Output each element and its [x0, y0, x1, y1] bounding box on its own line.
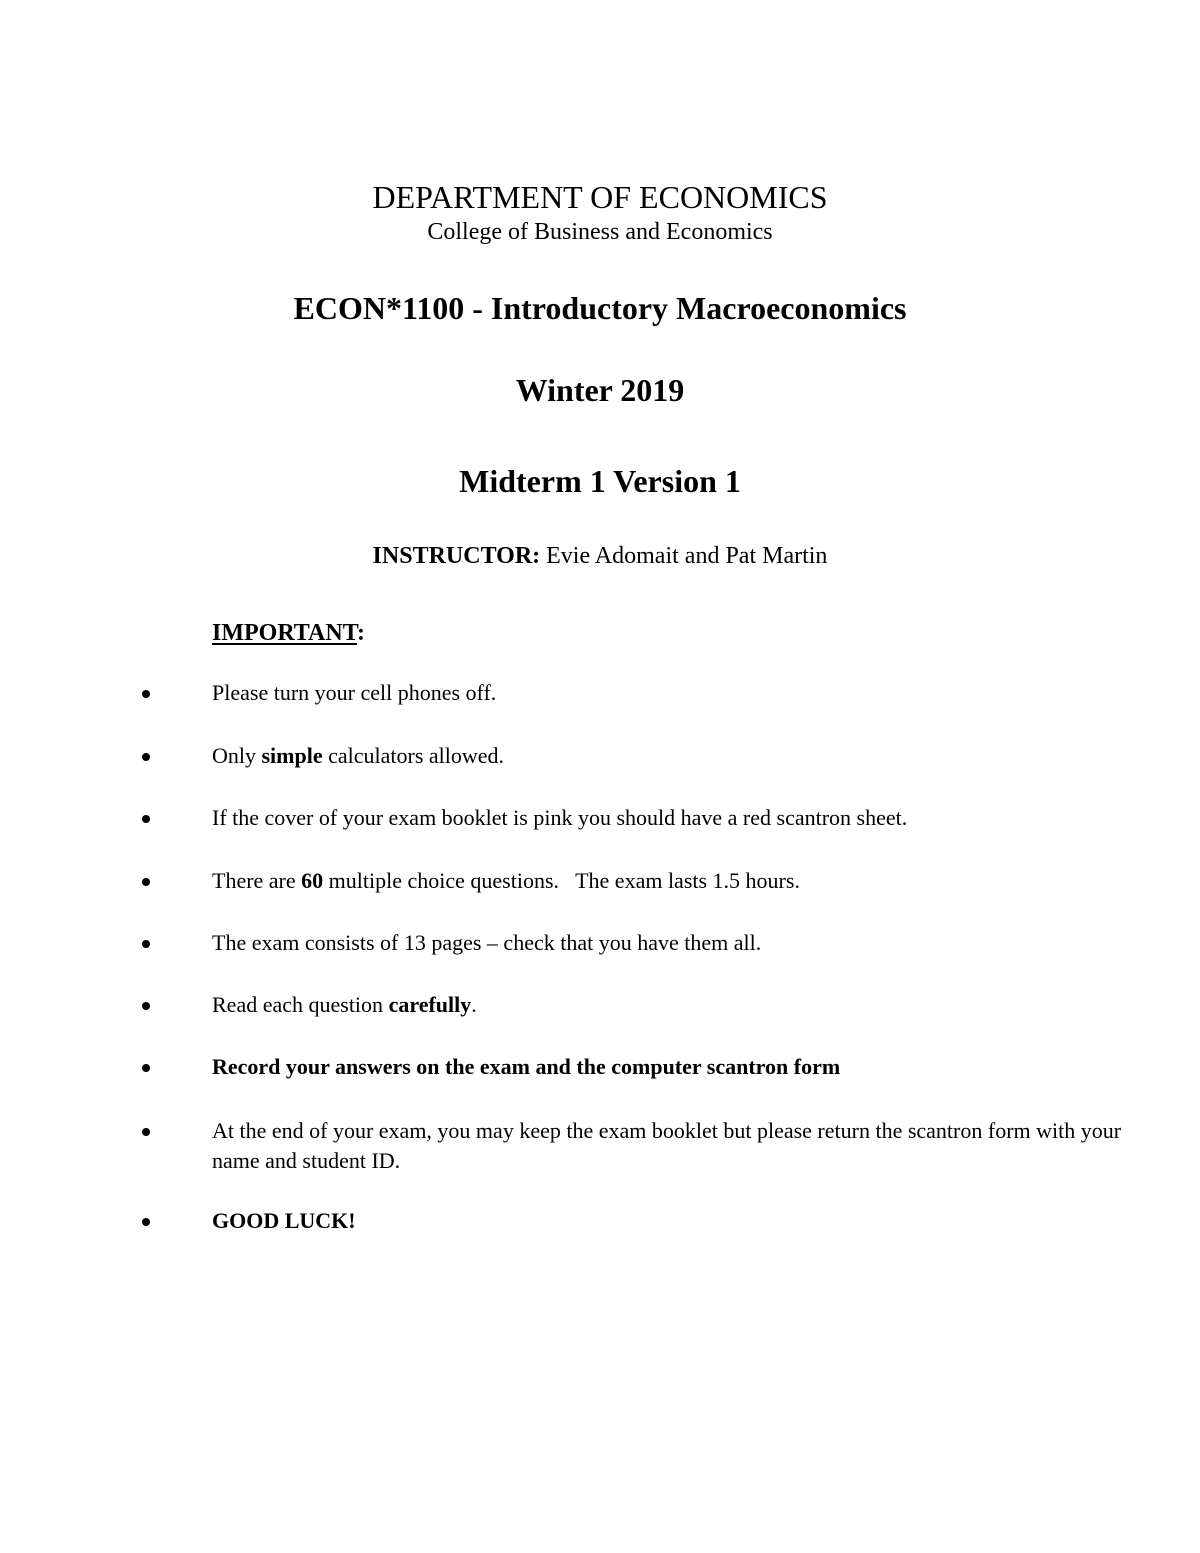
course-title: ECON*1100 - Introductory Macroeconomics: [293, 290, 907, 326]
instruction-text: The exam consists of 13 pages – check that you have them all.: [212, 930, 762, 955]
bullet-icon: [142, 940, 150, 948]
bullet-icon: [142, 878, 150, 886]
bullet-icon: [142, 815, 150, 823]
bullet-icon: [142, 1002, 150, 1010]
instructor-names: Evie Adomait and Pat Martin: [540, 543, 828, 569]
instruction-text-part: Only: [212, 743, 262, 768]
instruction-text-part: Read each question: [212, 992, 389, 1017]
instruction-emphasis: 60: [301, 868, 324, 893]
instruction-text: If the cover of your exam booklet is pink you should have a red scantron sheet.: [212, 805, 908, 830]
instruction-text: Record your answers on the exam and the computer scantron form: [212, 1054, 841, 1079]
important-heading: [212, 618, 365, 648]
bullet-icon: [142, 1064, 150, 1072]
bullet-icon: [142, 1218, 150, 1226]
instruction-text-part: multiple choice questions. The exam lasts 1.5 hours.: [323, 868, 800, 893]
instruction-text: GOOD LUCK!: [212, 1208, 356, 1233]
instruction-text: [212, 866, 1122, 896]
instruction-text: At the end of your exam, you may keep the exam booklet but please return the scantron form with your name and student ID.: [212, 1118, 1122, 1173]
department-title: DEPARTMENT OF ECONOMICS: [372, 179, 828, 215]
bullet-icon: [142, 690, 150, 698]
instruction-text: Please turn your cell phones off.: [212, 680, 497, 705]
term-heading: Winter 2019: [515, 372, 685, 408]
bullet-icon: [142, 753, 150, 761]
instruction-emphasis: simple: [261, 743, 323, 768]
instruction-text-part: .: [471, 992, 477, 1017]
bullet-icon: [142, 1128, 150, 1136]
important-heading-colon: :: [356, 620, 365, 646]
instruction-text: [212, 990, 1122, 1020]
instruction-emphasis: carefully: [388, 992, 472, 1017]
instruction-text: [212, 741, 1122, 771]
exam-version-heading: Midterm 1 Version 1: [459, 463, 741, 499]
important-heading-text: IMPORTANT: [212, 620, 357, 646]
instructor-label: INSTRUCTOR:: [372, 543, 541, 569]
instruction-text-part: There are: [212, 868, 302, 893]
instruction-text-part: calculators allowed.: [322, 743, 505, 768]
instructor-line: [0, 541, 1200, 571]
college-subtitle: College of Business and Economics: [427, 219, 773, 245]
